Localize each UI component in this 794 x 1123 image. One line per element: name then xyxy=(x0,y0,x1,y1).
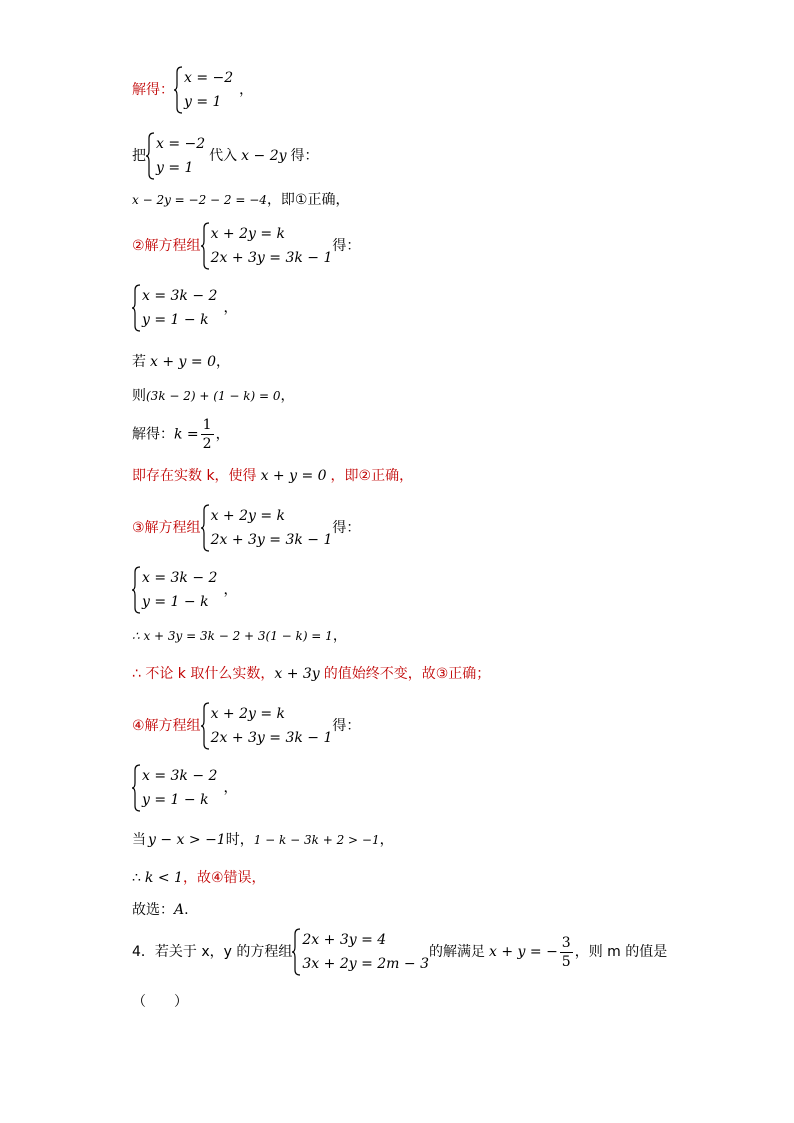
label: 解得： xyxy=(132,82,174,98)
answer-line: 故选：A. xyxy=(132,902,189,918)
equation-system: x + 2y = k 2x + 3y = 3k − 1 xyxy=(201,222,333,270)
k-result: 解得：k = $\frac{1}{2}$ ， xyxy=(132,417,230,452)
equation-system: x = −2 y = 1 xyxy=(146,132,205,180)
answer-blank: （ ） xyxy=(132,994,188,1010)
step-3-solution: x = 3k − 2 y = 1 − k ， xyxy=(132,566,237,614)
question-4: 4．若关于 x，y 的方程组 2x + 3y = 4 3x + 2y = 2m − 3 的解满足 x + y = − $\frac{3}{5}$ ，则 m 的值是 xyxy=(132,928,667,976)
conclusion-3: ∴ 不论 k 取什么实数，x + 3y 的值始终不变，故③正确； xyxy=(132,666,491,682)
equation-system: x = −2 y = 1 xyxy=(174,66,233,114)
equation-system: 2x + 3y = 4 3x + 2y = 2m − 3 xyxy=(292,928,429,976)
equation-line: 则(3k − 2) + (1 − k) = 0， xyxy=(132,388,295,404)
step-2-solution: x = 3k − 2 y = 1 − k ， xyxy=(132,284,237,332)
equation-system: x = 3k − 2 y = 1 − k xyxy=(132,284,217,332)
step-4-solution: x = 3k − 2 y = 1 − k ， xyxy=(132,764,237,812)
conclusion-2: 即存在实数 k，使得 x + y = 0 ，即②正确， xyxy=(132,468,414,484)
equation-system: x + 2y = k 2x + 3y = 3k − 1 xyxy=(201,702,333,750)
fraction: $\frac{1}{2}$ xyxy=(202,417,212,452)
solution-result-1: 解得： x = −2 y = 1 ， xyxy=(132,66,253,114)
condition-line: 若 x + y = 0， xyxy=(132,354,230,370)
calculation-line: x − 2y = −2 − 2 = −4，即①正确， xyxy=(132,192,350,208)
conclusion-4: ∴ k < 1，故④错误， xyxy=(132,870,266,886)
inequality-line: 当 y − x > −1时，1 − k − 3k + 2 > −1， xyxy=(132,832,394,848)
step-2-system: ②解方程组 x + 2y = k 2x + 3y = 3k − 1 得： xyxy=(132,222,360,270)
step-3-system: ③解方程组 x + 2y = k 2x + 3y = 3k − 1 得： xyxy=(132,504,360,552)
fraction: $\frac{3}{5}$ xyxy=(561,934,571,970)
equation-system: x = 3k − 2 y = 1 − k xyxy=(132,764,217,812)
substitution-line: 把 x = −2 y = 1 代入 x − 2y 得： xyxy=(132,132,319,180)
calculation-line: ∴ x + 3y = 3k − 2 + 3(1 − k) = 1， xyxy=(132,628,347,644)
equation-system: x = 3k − 2 y = 1 − k xyxy=(132,566,217,614)
step-4-system: ④解方程组 x + 2y = k 2x + 3y = 3k − 1 得： xyxy=(132,702,360,750)
equation-system: x + 2y = k 2x + 3y = 3k − 1 xyxy=(201,504,333,552)
